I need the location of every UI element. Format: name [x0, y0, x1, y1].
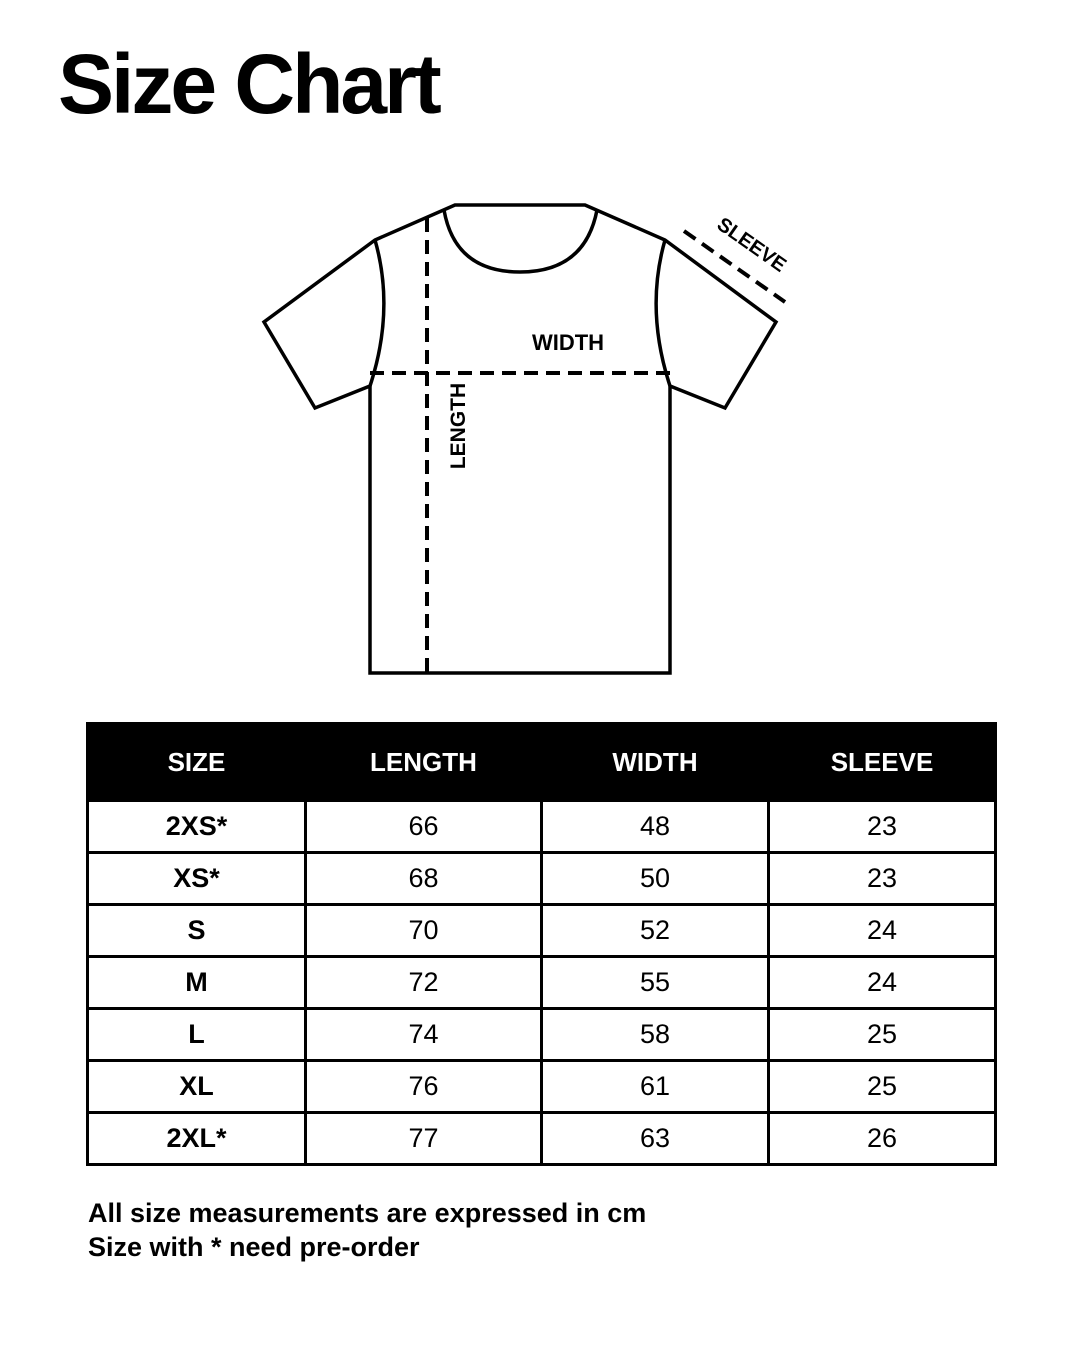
size-cell: 2XL* [88, 1113, 306, 1165]
width-cell: 58 [542, 1009, 769, 1061]
footnotes [88, 1196, 646, 1264]
length-cell: 77 [306, 1113, 542, 1165]
width-cell: 52 [542, 905, 769, 957]
table-row [88, 801, 996, 853]
left-sleeve-seam [370, 240, 384, 386]
sleeve-cell: 26 [769, 1113, 996, 1165]
page-title: Size Chart [58, 37, 439, 131]
sleeve-cell: 25 [769, 1009, 996, 1061]
sleeve-label: SLEEVE [712, 213, 791, 277]
units-note: All size measurements are expressed in cm [88, 1198, 647, 1228]
table-row [88, 1061, 996, 1113]
header-size: SIZE [88, 724, 306, 801]
width-cell: 48 [542, 801, 769, 853]
length-cell: 68 [306, 853, 542, 905]
size-cell: 2XS* [88, 801, 306, 853]
width-label: WIDTH [531, 330, 605, 355]
length-cell: 76 [306, 1061, 542, 1113]
header-width: WIDTH [542, 724, 769, 801]
table-row [88, 1113, 996, 1165]
sleeve-cell: 24 [769, 905, 996, 957]
sleeve-cell: 23 [769, 853, 996, 905]
sleeve-cell: 24 [769, 957, 996, 1009]
width-cell: 63 [542, 1113, 769, 1165]
size-table [86, 722, 997, 1166]
table-row [88, 957, 996, 1009]
length-cell: 66 [306, 801, 542, 853]
collar [444, 210, 597, 272]
table-body [88, 801, 996, 1165]
right-sleeve-seam [656, 240, 670, 386]
length-label: LENGTH [447, 382, 470, 470]
table-row [88, 905, 996, 957]
sleeve-cell: 25 [769, 1061, 996, 1113]
size-cell: XS* [88, 853, 306, 905]
table-header-row [88, 724, 996, 801]
size-cell: XL [88, 1061, 306, 1113]
table-row [88, 853, 996, 905]
length-cell: 74 [306, 1009, 542, 1061]
size-cell: M [88, 957, 306, 1009]
width-cell: 55 [542, 957, 769, 1009]
header-sleeve: SLEEVE [769, 724, 996, 801]
preorder-note: Size with * need pre-order [88, 1232, 420, 1262]
width-cell: 61 [542, 1061, 769, 1113]
length-cell: 72 [306, 957, 542, 1009]
header-length: LENGTH [306, 724, 542, 801]
table-row [88, 1009, 996, 1061]
tshirt-outline [264, 205, 776, 673]
size-cell: S [88, 905, 306, 957]
length-cell: 70 [306, 905, 542, 957]
width-cell: 50 [542, 853, 769, 905]
size-cell: L [88, 1009, 306, 1061]
sleeve-cell: 23 [769, 801, 996, 853]
